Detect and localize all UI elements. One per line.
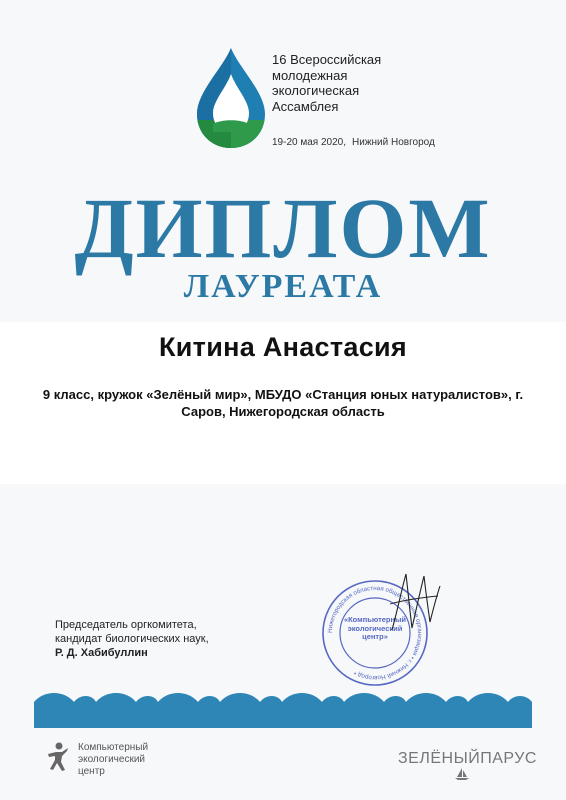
event-date-line [272,137,441,148]
signatory-name: Р. Д. Хабибуллин [55,647,148,659]
green-sail-logo-text: ЗЕЛЁНЫЙПАРУС [398,750,537,767]
event-date: 19-20 мая 2020, [272,137,347,148]
signatory-block [55,618,209,660]
signatory-role-line1: Председатель оргкомитета, [55,619,197,631]
diploma-title: ДИПЛОМ [74,180,492,276]
event-title: 16 Всероссийская молодежная экологическая Ассамблея [272,52,382,114]
stamp-center-text: «Компьютерный экологический центр» [343,616,407,641]
recipient-details: 9 класс, кружок «Зелёный мир», МБУДО «Станция юных натуралистов», г. Саров, Нижегородская область [42,387,524,419]
sailboat-icon [454,767,470,781]
signatory-role-line2: кандидат биологических наук, [55,633,209,645]
handwritten-signature [388,568,444,638]
water-drop-logo-icon [193,46,269,150]
event-city: Нижний Новгород [352,137,435,148]
computer-ecology-center-logo-icon [46,742,70,772]
diploma-subtitle: ЛАУРЕАТА [183,268,383,305]
stamp-ring-text: Нижегородская областная общественная организация • г. Нижний Новгород • [326,584,424,682]
computer-ecology-center-logo-text: Компьютерный экологический центр [78,742,149,777]
recipient-name: Китина Анастасия [159,332,407,362]
decorative-waves [34,688,532,728]
